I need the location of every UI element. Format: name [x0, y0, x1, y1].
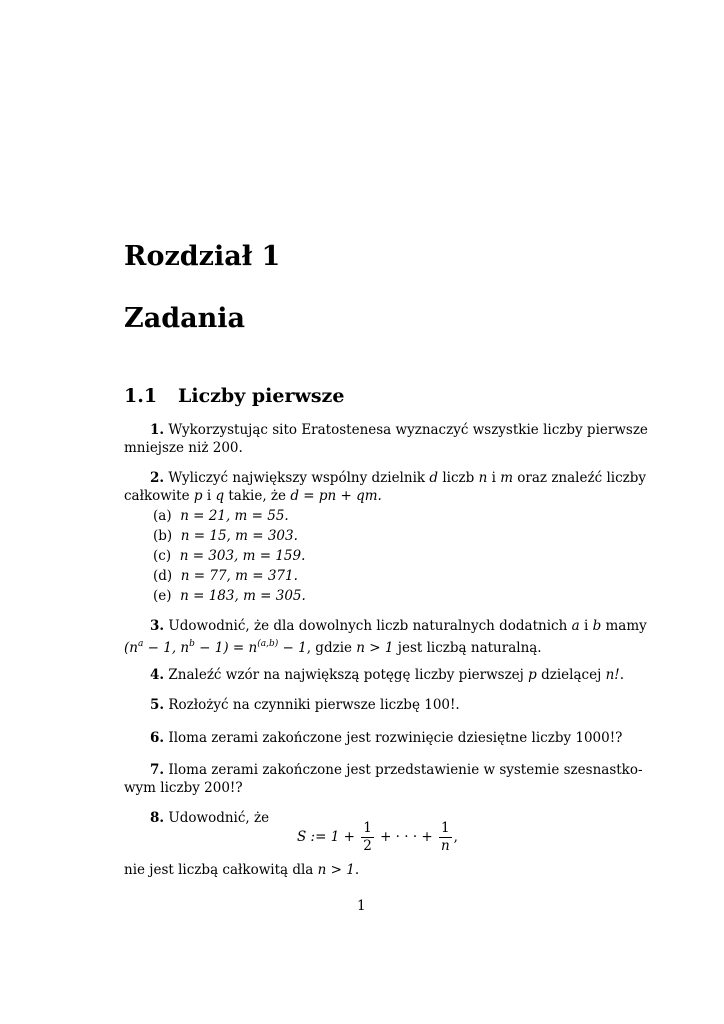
text-segment: i — [202, 488, 216, 504]
fraction-half — [361, 820, 374, 855]
math-part: + · · · + — [375, 829, 438, 845]
problem-2-number: 2. — [150, 470, 165, 486]
text-segment: . — [619, 667, 624, 683]
text-segment: nie jest liczbą całkowitą dla — [124, 862, 318, 878]
math-d: d — [429, 470, 439, 486]
text-segment: oraz znaleźć liczby — [513, 470, 647, 486]
problem-1-line-1 — [150, 421, 648, 439]
text-segment: jest liczbą naturalną. — [393, 640, 542, 656]
fraction-numerator: 1 — [441, 820, 450, 836]
math-gcd-expression — [124, 640, 307, 656]
problem-2-line-1 — [150, 469, 646, 487]
item-label: (e) — [153, 588, 172, 604]
math-sup: (a,b) — [257, 639, 279, 649]
item-text: n = 183, m = 305. — [180, 588, 306, 604]
problem-1-number: 1. — [150, 422, 165, 438]
problem-3-line-2 — [124, 635, 542, 657]
problem-4 — [150, 666, 624, 684]
item-label: (d) — [153, 568, 173, 584]
problem-7-text: Iloma zerami zakończone jest przedstawienie w systemie szesnastko- — [168, 762, 643, 778]
math-n: n — [478, 470, 488, 486]
math-q: q — [215, 488, 225, 504]
problem-1-line-2: mniejsze niż 200. — [124, 440, 243, 456]
math-p: p — [193, 488, 203, 504]
item-label: (b) — [153, 528, 173, 544]
problem-4-number: 4. — [150, 667, 165, 683]
math-sup: b — [189, 639, 195, 649]
math-n-gt-1: n > 1 — [356, 640, 394, 656]
math-sup: a — [137, 639, 144, 649]
problem-5-number: 5. — [150, 697, 165, 713]
problem-2-item — [153, 587, 306, 605]
item-text: n = 77, m = 371. — [180, 568, 298, 584]
fraction-denominator: 2 — [363, 838, 372, 854]
math-part: − 1, n — [143, 640, 190, 656]
problem-6-text: Iloma zerami zakończone jest rozwinięcie dziesiętne liczby 1000!? — [168, 730, 623, 746]
problem-2-item — [153, 507, 289, 525]
problem-3-line-1 — [150, 617, 647, 635]
problem-7-line-2: wym liczby 200!? — [124, 780, 243, 796]
math-n-factorial: n! — [605, 667, 620, 683]
problem-8-text: Udowodnić, że — [168, 810, 270, 826]
chapter-title: Zadania — [124, 303, 245, 334]
math-b: b — [592, 618, 602, 634]
text-segment: dzielącej — [536, 667, 606, 683]
fraction-one-over-n — [439, 820, 452, 855]
math-part: (n — [124, 640, 138, 656]
section-title: Liczby pierwsze — [178, 385, 345, 407]
math-part: − 1) = n — [194, 640, 258, 656]
math-equation-d: d = pn + qm. — [290, 488, 382, 504]
text-segment: , gdzie — [306, 640, 357, 656]
problem-5 — [150, 696, 460, 714]
math-part: − 1 — [278, 640, 307, 656]
math-m: m — [500, 470, 513, 486]
text-segment: . — [354, 862, 360, 878]
problem-6-number: 6. — [150, 730, 165, 746]
problem-7-number: 7. — [150, 762, 165, 778]
text-segment: mamy — [601, 618, 647, 634]
section-heading — [124, 385, 344, 407]
text-segment: Udowodnić, że dla dowolnych liczb naturalnych dodatnich — [168, 618, 572, 634]
text-segment: i — [487, 470, 501, 486]
section-number: 1.1 — [124, 385, 158, 407]
math-part: S := 1 + — [297, 829, 360, 845]
fraction-denominator: n — [440, 838, 450, 854]
math-a: a — [571, 618, 580, 634]
problem-2-item — [153, 547, 305, 565]
problem-5-text: Rozłożyć na czynniki pierwsze liczbę 100!. — [168, 697, 460, 713]
problem-3-number: 3. — [150, 618, 165, 634]
display-equation-S — [297, 820, 458, 855]
problem-7-line-1 — [150, 761, 643, 779]
text-segment: Wyliczyć największy wspólny dzielnik — [168, 470, 430, 486]
math-p: p — [528, 667, 537, 683]
problem-2-item — [153, 567, 298, 585]
text-segment: liczb — [438, 470, 479, 486]
fraction-numerator: 1 — [363, 820, 372, 836]
chapter-label: Rozdział 1 — [124, 241, 281, 272]
problem-2-item — [153, 527, 298, 545]
problem-8-line-1 — [150, 809, 269, 827]
problem-8-line-3 — [124, 861, 359, 879]
text-segment: takie, że — [224, 488, 291, 504]
text-segment: Znaleźć wzór na największą potęgę liczby pierwszej — [168, 667, 529, 683]
problem-1-text: Wykorzystując sito Eratostenesa wyznaczyć wszystkie liczby pierwsze — [168, 422, 648, 438]
item-label: (c) — [153, 548, 172, 564]
item-text: n = 15, m = 303. — [180, 528, 298, 544]
problem-8-number: 8. — [150, 810, 165, 826]
text-segment: i — [579, 618, 593, 634]
item-text: n = 303, m = 159. — [179, 548, 306, 564]
page-number: 1 — [357, 898, 366, 914]
problem-6 — [150, 729, 622, 747]
text-segment: całkowite — [124, 488, 194, 504]
item-label: (a) — [153, 508, 172, 524]
math-part: , — [453, 829, 458, 845]
problem-2-line-2 — [124, 487, 382, 505]
item-text: n = 21, m = 55. — [180, 508, 289, 524]
math-n-gt-1: n > 1 — [317, 862, 355, 878]
